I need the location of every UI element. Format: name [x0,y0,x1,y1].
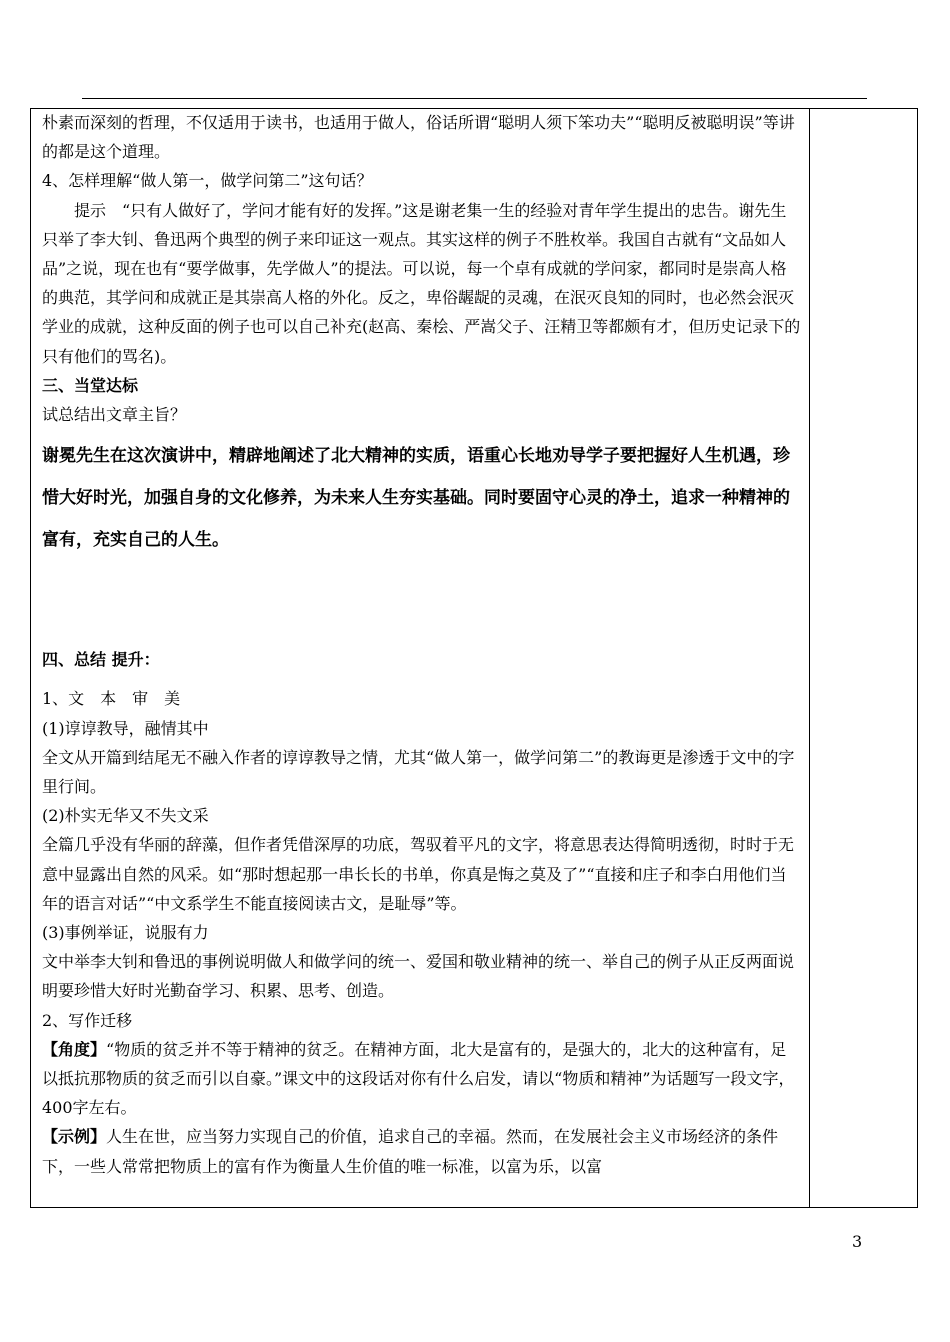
angle-label: 【角度】 [42,1039,107,1059]
section-3-question: 试总结出文章主旨？ [42,405,187,425]
section-4-title: 四、总结 提升： [42,650,160,670]
header-rule [82,98,867,99]
question-4: 4、怎样理解“做人第一，做学问第二”这句话？ [42,171,373,191]
blank-space [42,561,802,645]
hint-paragraph: 提示 “只有人做好了，学问才能有好的发挥。”这是谢老集一生的经验对青年学生提出的忠告。谢先生只举了李大钊、鲁迅两个典型的例子来印证这一观点。其实这样的例子不胜枚举。我国自古就有“文品如人品”之说，现在也有“要学做事，先学做人”的提法。可以说，每一个卓有成就的学问家，都同时是崇高人格的典范，其学问和成就正是其崇高人格的外化。反之，卑俗龌龊的灵魂，在泯灭良知的同时，也必然会泯灭学业的成就，这种反面的例子也可以自己补充(赵高、秦桧、严嵩父子、汪精卫等都颇有才，但历史记录下的只有他们的骂名)。 [42,200,801,366]
subsection-1-title: 1、文 本 审 美 [42,689,181,709]
subsection-1a-title: (1)谆谆教导，融情其中 [42,718,209,738]
angle-paragraph [42,1035,802,1123]
subsection-1c-body: 文中举李大钊和鲁迅的事例说明做人和做学问的统一、爱国和敬业精神的统一、举自己的例子从正反两面说明要珍惜大好时光勤奋学习、积累、思考、创造。 [42,952,795,1001]
example-body: 人生在世，应当努力实现自己的价值，追求自己的幸福。然而，在发展社会主义市场经济的条件下，一些人常常把物质上的富有作为衡量人生价值的唯一标准，以富为乐，以富 [42,1127,779,1176]
subsection-1b-title: (2)朴实无华又不失文采 [42,806,209,826]
subsection-1b-body: 全篇几乎没有华丽的辞藻，但作者凭借深厚的功底，驾驭着平凡的文字，将意思表达得简明透彻，时时于无意中显露出自然的风采。如“那时想起那一串长长的书单，你真是悔之莫及了”“直接和庄子和李白用他们当年的语言对话”“中文系学生不能直接阅读古文，是耻辱”等。 [42,835,795,913]
section-3-answer: 谢冕先生在这次演讲中，精辟地阐述了北大精神的实质，语重心长地劝导学子要把握好人生机遇，珍惜大好时光，加强自身的文化修养，为未来人生夯实基础。同时要固守心灵的净土，追求一种精神的富有，充实自己的人生。 [42,446,790,551]
angle-body: “物质的贫乏并不等于精神的贫乏。在精神方面，北大是富有的，是强大的，北大的这种富有，足以抵抗那物质的贫乏而引以自豪。”课文中的这段话对你有什么启发，请以“物质和精神”为话题写一段文字，400字左右。 [42,1039,795,1118]
subsection-2-title: 2、写作迁移 [42,1010,133,1030]
main-content [42,108,802,1181]
section-3-title: 三、当堂达标 [42,375,139,395]
page-number: 3 [852,1232,863,1251]
example-paragraph [42,1122,802,1180]
table-column-divider [809,109,810,1207]
subsection-1a-body: 全文从开篇到结尾无不融入作者的谆谆教导之情，尤其“做人第一，做学问第二”的教诲更是渗透于文中的字里行间。 [42,747,795,797]
subsection-1c-title: (3)事例举证，说服有力 [42,923,209,943]
example-label: 【示例】 [42,1127,107,1147]
paragraph-philosophy: 朴素而深刻的哲理，不仅适用于读书，也适用于做人，俗话所谓“聪明人须下笨功夫”“聪明反被聪明误”等讲的都是这个道理。 [42,113,795,162]
